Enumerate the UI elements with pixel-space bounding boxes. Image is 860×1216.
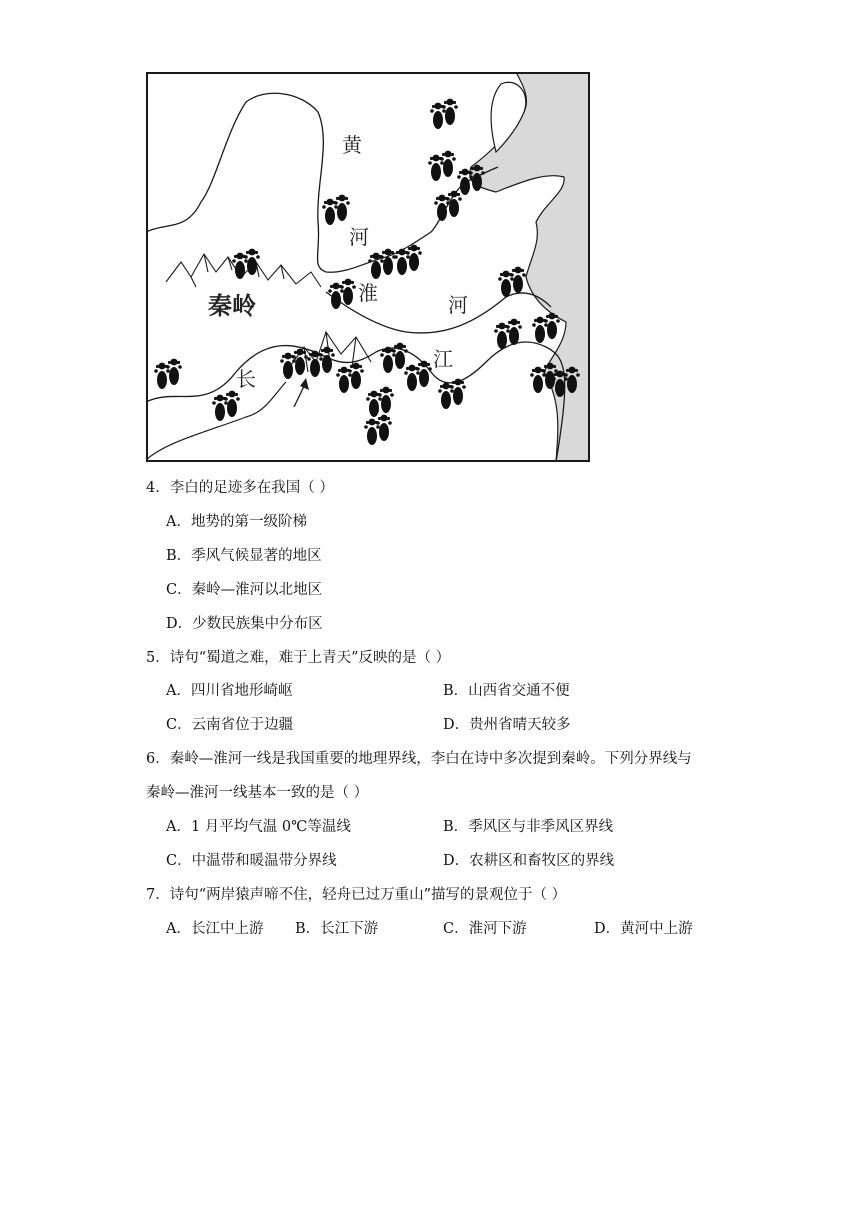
label-huang: 黄 — [342, 133, 362, 157]
yangtze-river — [146, 342, 565, 462]
question-6-option-a[interactable]: A．1 月平均气温 0℃等温线 — [166, 819, 351, 835]
sea-region — [470, 72, 590, 462]
question-6-option-d[interactable]: D．农耕区和畜牧区的界线 — [443, 853, 615, 869]
label-he-yellow: 河 — [349, 225, 369, 249]
question-4-option-c[interactable]: C．秦岭—淮河以北地区 — [166, 582, 323, 598]
question-5-option-b[interactable]: B．山西省交通不便 — [443, 683, 570, 699]
question-5-option-c[interactable]: C．云南省位于边疆 — [166, 717, 294, 733]
question-4-stem: 4．李白的足迹多在我国（ ） — [146, 480, 334, 496]
question-5-option-d[interactable]: D．贵州省晴天较多 — [443, 717, 571, 733]
label-huai: 淮 — [358, 281, 378, 305]
label-jiang: 江 — [433, 347, 453, 371]
question-7-option-b[interactable]: B．长江下游 — [295, 921, 379, 937]
question-5-option-a[interactable]: A．四川省地形崎岖 — [166, 683, 293, 699]
label-qinling: 秦岭 — [208, 292, 256, 320]
map-figure — [146, 72, 590, 462]
question-7-option-a[interactable]: A．长江中上游 — [166, 921, 264, 937]
question-7-option-d[interactable]: D．黄河中上游 — [594, 921, 693, 937]
question-4-option-b[interactable]: B．季风气候显著的地区 — [166, 548, 322, 564]
question-4-option-d[interactable]: D．少数民族集中分布区 — [166, 616, 323, 632]
question-4-option-a[interactable]: A．地势的第一级阶梯 — [166, 514, 307, 530]
label-he-huai: 河 — [448, 293, 468, 317]
label-chang: 长 — [236, 367, 256, 391]
question-6-stem-line1: 6．秦岭—淮河一线是我国重要的地理界线，李白在诗中多次提到秦岭。下列分界线与 — [146, 751, 692, 767]
coast-line — [146, 382, 286, 460]
question-7-stem: 7．诗句“两岸猿声啼不住，轻舟已过万重山”描写的景观位于（ ） — [146, 887, 567, 903]
question-6-option-b[interactable]: B．季风区与非季风区界线 — [443, 819, 614, 835]
question-6-stem-line2: 秦岭—淮河一线基本一致的是（ ） — [146, 785, 369, 801]
question-6-option-c[interactable]: C．中温带和暖温带分界线 — [166, 853, 337, 869]
yellow-river — [146, 93, 498, 272]
arrow-icon — [294, 378, 309, 407]
question-5-stem: 5．诗句“蜀道之难，难于上青天”反映的是（ ） — [146, 650, 451, 666]
question-7-option-c[interactable]: C．淮河下游 — [443, 921, 527, 937]
li-bai-footprints-map — [146, 72, 590, 462]
